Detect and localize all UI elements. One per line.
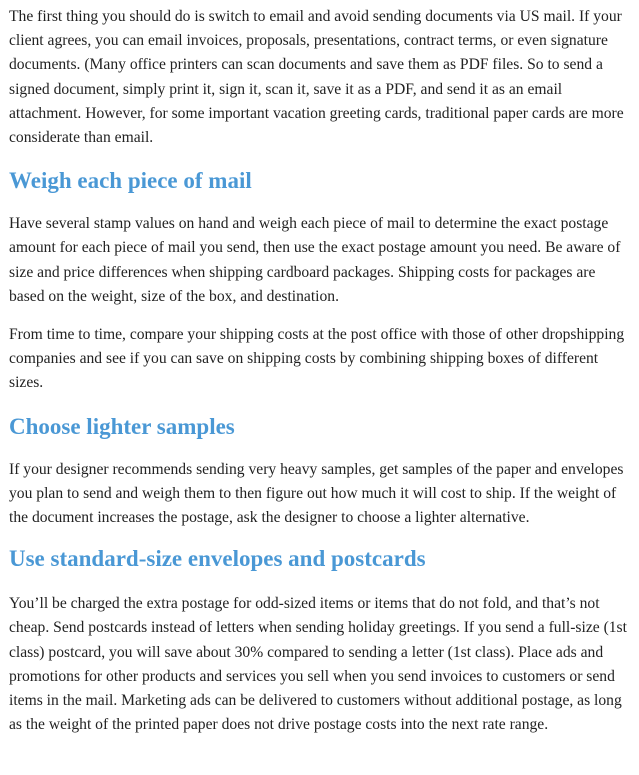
heading-weigh-each-piece: Weigh each piece of mail bbox=[9, 168, 252, 194]
intro-paragraph: The first thing you should do is switch to email and avoid sending documents via US mail. If your client agrees, you can email invoices, proposals, presentations, contract terms, or even signature documents. (Many office printers can scan documents and save them as PDF files. So to send a signed document, simply print it, sign it, scan it, save it as a PDF, and send it as an email attachment. However, for some important vacation greeting cards, traditional paper cards are more considerate than email. bbox=[9, 8, 624, 147]
standard-size-paragraph: You’ll be charged the extra postage for odd-sized items or items that do not fold, and that’s not cheap. Send postcards instead of letters when sending holiday greetings. If you send a full-size (1st class) postcard, you will save about 30% compared to sending a letter (1st class). Place ads and promotions for other products and services you sell when you send invoices to customers or send items in the mail. Marketing ads can be delivered to customers without additional postage, as long as the weight of the printed paper does not drive postage costs into the next rate range. bbox=[9, 595, 627, 734]
weigh-paragraph-2: From time to time, compare your shipping costs at the post office with those of other dropshipping companies and see if you can save on shipping costs by combining shipping boxes of different sizes. bbox=[9, 326, 625, 392]
heading-choose-lighter-samples: Choose lighter samples bbox=[9, 413, 235, 439]
weigh-paragraph-1: Have several stamp values on hand and weigh each piece of mail to determine the exact postage amount for each piece of mail you send, then use the exact postage amount you need. Be aware of size and price differences when shipping cardboard packages. Shipping costs for packages are based on the weight, size of the box, and destination. bbox=[9, 215, 621, 305]
choose-paragraph: If your designer recommends sending very heavy samples, get samples of the paper and envelopes you plan to send and weigh them to then figure out how much it will cost to ship. If the weight of the document increases the postage, ask the designer to choose a lighter alternative. bbox=[9, 460, 624, 527]
heading-standard-size-envelopes: Use standard-size envelopes and postcards bbox=[9, 546, 426, 572]
